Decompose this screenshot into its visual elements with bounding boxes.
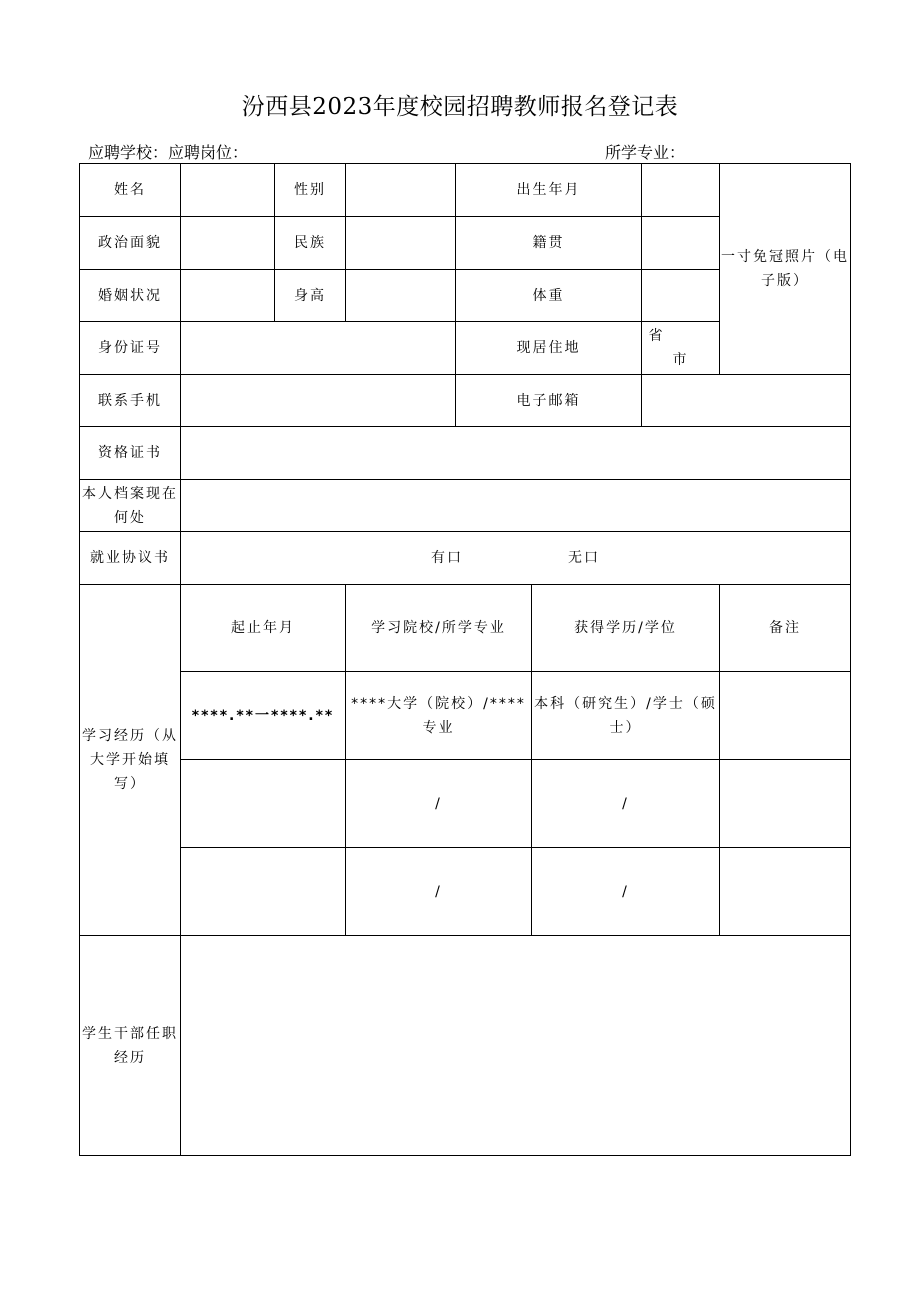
name-field[interactable] (181, 164, 275, 217)
phone-label: 联系手机 (80, 375, 181, 427)
certificate-label: 资格证书 (80, 427, 181, 480)
agreement-no-option[interactable]: 无口 (568, 550, 600, 566)
weight-field[interactable] (642, 270, 720, 322)
study-row-school[interactable]: / (346, 848, 532, 936)
province-text: 省 (648, 328, 665, 344)
study-row-degree[interactable]: / (532, 760, 720, 848)
study-sample-period[interactable]: ****.**一****.** (181, 672, 346, 760)
agreement-label: 就业协议书 (80, 532, 181, 585)
ethnicity-field[interactable] (346, 217, 456, 270)
applied-school-position-label: 应聘学校：应聘岗位： (88, 143, 249, 162)
marital-label: 婚姻状况 (80, 270, 181, 322)
birth-field[interactable] (642, 164, 720, 217)
gender-label: 性别 (275, 164, 346, 217)
study-header-school: 学习院校/所学专业 (346, 585, 532, 672)
study-row-note[interactable] (720, 760, 851, 848)
study-header-degree: 获得学历/学位 (532, 585, 720, 672)
phone-field[interactable] (181, 375, 456, 427)
registration-form-table (79, 163, 851, 1156)
ethnicity-label: 民族 (275, 217, 346, 270)
study-row-degree[interactable]: / (532, 848, 720, 936)
certificate-field[interactable] (181, 427, 851, 480)
city-text: 市 (672, 352, 689, 368)
birth-label: 出生年月 (456, 164, 642, 217)
residence-label: 现居住地 (456, 322, 642, 375)
study-sample-degree[interactable]: 本科（研究生）/学士（硕士） (532, 672, 720, 760)
gender-field[interactable] (346, 164, 456, 217)
photo-placeholder[interactable]: 一寸免冠照片（电子版） (720, 164, 851, 375)
study-sample-note[interactable] (720, 672, 851, 760)
major-label: 所学专业： (605, 143, 686, 162)
height-label: 身高 (275, 270, 346, 322)
cadre-history-field[interactable] (181, 936, 851, 1156)
email-field[interactable] (642, 375, 851, 427)
study-history-label: 学习经历（从大学开始填写） (80, 585, 181, 936)
study-row-note[interactable] (720, 848, 851, 936)
id-number-label: 身份证号 (80, 322, 181, 375)
cadre-history-label: 学生干部任职经历 (80, 936, 181, 1156)
native-place-field[interactable] (642, 217, 720, 270)
height-field[interactable] (346, 270, 456, 322)
study-header-note: 备注 (720, 585, 851, 672)
email-label: 电子邮箱 (456, 375, 642, 427)
political-label: 政治面貌 (80, 217, 181, 270)
native-place-label: 籍贯 (456, 217, 642, 270)
study-row-period[interactable] (181, 848, 346, 936)
study-row-period[interactable] (181, 760, 346, 848)
form-title: 汾西县2023年度校园招聘教师报名登记表 (241, 94, 679, 120)
marital-field[interactable] (181, 270, 275, 322)
study-sample-school[interactable]: ****大学（院校）/****专业 (346, 672, 532, 760)
study-row-school[interactable]: / (346, 760, 532, 848)
archive-label: 本人档案现在何处 (80, 480, 181, 532)
residence-field[interactable] (642, 322, 720, 375)
agreement-field[interactable] (181, 532, 851, 585)
archive-field[interactable] (181, 480, 851, 532)
weight-label: 体重 (456, 270, 642, 322)
name-label: 姓名 (80, 164, 181, 217)
agreement-yes-option[interactable]: 有口 (431, 550, 463, 566)
political-field[interactable] (181, 217, 275, 270)
id-number-field[interactable] (181, 322, 456, 375)
study-header-period: 起止年月 (181, 585, 346, 672)
